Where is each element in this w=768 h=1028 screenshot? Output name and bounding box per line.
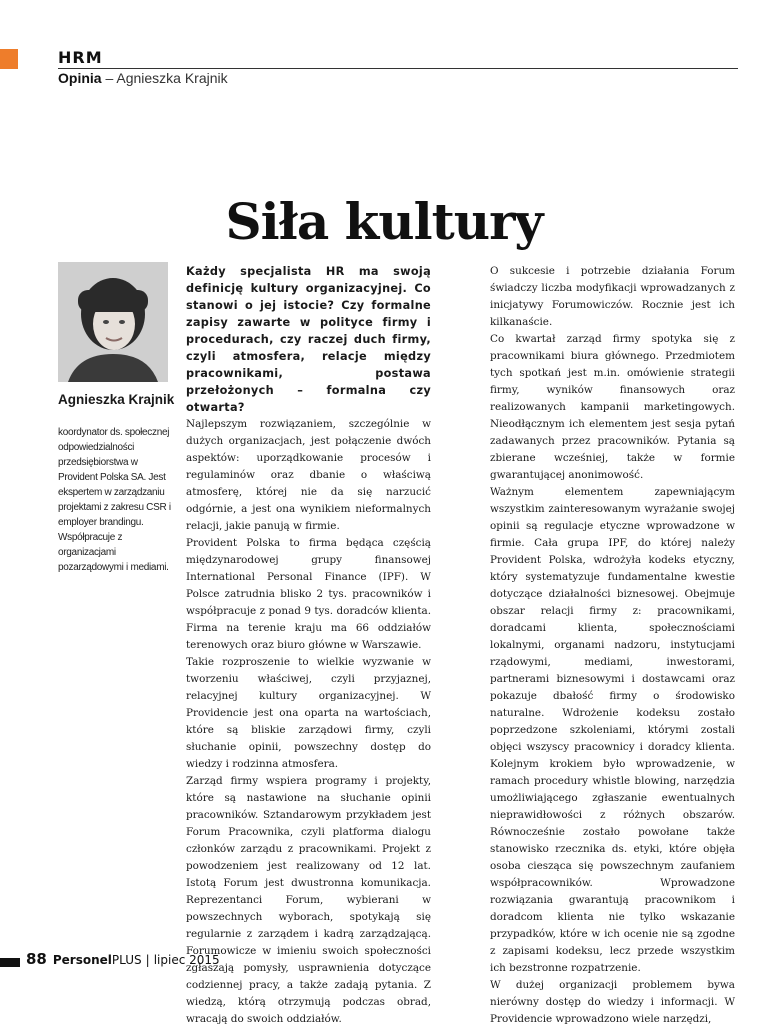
author-name: Agnieszka Krajnik — [58, 392, 175, 407]
paragraph: Provident Polska to firma będąca częścią międzynarodowej grupy finansowej International Personal Finance (IPF). W Polsce zatrudnia blisko 2 tys. pracowników i współpracuje z ponad 9 tys. doradców klienta. Firma na terenie kraju ma 66 oddziałów terenowych oraz biuro główne w Warszawie. — [186, 537, 431, 651]
issue-date: lipiec 2015 — [153, 953, 220, 967]
page-footer — [26, 950, 220, 968]
byline — [58, 70, 228, 86]
article-title: Siła kultury — [225, 191, 543, 251]
magazine-name-bold: Personel — [52, 953, 112, 967]
byline-separator: – — [101, 70, 117, 86]
paragraph: Takie rozproszenie to wielkie wyzwanie w tworzeniu właściwej, czyli przyjaznej, relacyjnej kultury organizacyjnej. W Providencie jest ona oparta na wartościach, które są bliskie zarządowi firmy, czyli słuchanie opinii, powszechny dostęp do wiedzy i rodzinna atmosfera. — [186, 656, 431, 770]
footer-bar — [0, 958, 20, 967]
author-bio: koordynator ds. społecznej odpowiedzialności przedsiębiorstwa w Provident Polska SA. Jest ekspertem w zarządzaniu projektami z zakresu CSR i employer brandingu. Współpracuje z organizacjami pozarządowymi i mediami. — [58, 427, 171, 573]
paragraph: Ważnym elementem zapewniającym wszystkim zainteresowanym wyrażanie swojej opinii są regulacje etyczne wprowadzone w firmie. Cała grupa IPF, do której należy Provident Polska, wdrożyła kodeks etyczny, który systematyzuje fundamentalne kwestie dotyczące działalności biznesowej. Obejmuje obszar relacji firmy z: pracownikami, doradcami klienta, społecznościami lokalnymi, organami nadzoru, instytucjami rządowymi, mediami, inwestorami, partnerami biznesowymi i dostawcami oraz pokazuje dbałość firmy o środowisko naturalne. Wdrożenie kodeksu zostało poprzedzone szkoleniami, którymi zostali objęci wszyscy pracownicy i doradcy klienta. Kolejnym krokiem było wprowadzenie, w ramach procedury whistle blowing, narzędzia umożliwiającego zgłaszanie ewentualnych nieprawidłowości z różnych obszarów. Równocześnie zostało powołane także stanowisko rzecznika ds. etyki, które objęła osoba ciesząca się powszechnym zaufaniem współpracowników. Wprowadzone rozwiązania gwarantują pracownikom i doradcom klienta nie tylko wskazanie przypadków, które w ich ocenie nie są zgodne z zapisami kodeksu, lecz przede wszystkim ich bezstronne rozpatrzenie. — [490, 486, 735, 974]
byline-label: Opinia — [58, 70, 102, 86]
article-lead: Każdy specjalista HR ma swoją definicję kultury organizacyjnej. Co stanowi o jej istocie? Czy formalne zapisy zawarte w polityce firmy i procedurach, czy raczej duch firmy, czyli atmosfera, relacje między pracownikami, postawa przełożonych – formalna czy otwarta? — [186, 265, 431, 414]
header-rule — [58, 68, 738, 69]
section-label: HRM — [58, 48, 103, 67]
author-photo — [58, 262, 168, 382]
paragraph: O sukcesie i potrzebie działania Forum świadczy liczba modyfikacji wprowadzanych z inicjatywy Forumowiczów. Rocznie jest ich kilkanaście. — [490, 265, 735, 328]
byline-author: Agnieszka Krajnik — [116, 70, 228, 86]
footer-separator: | — [145, 953, 150, 967]
paragraph: W dużej organizacji problemem bywa nierówny dostęp do wiedzy i informacji. W Providencie wprowadzono wiele narzędzi, — [490, 979, 735, 1025]
page-number: 88 — [26, 950, 47, 968]
paragraph: Zarząd firmy wspiera programy i projekty, które są nastawione na słuchanie opinii pracowników. Sztandarowym przykładem jest Forum Pracownika, czyli platforma dialogu członków zarządu z pracownikami. Projekt z powodzeniem jest realizowany od 12 lat. Istotą Forum jest dwustronna komunikacja. Reprezentanci Forum, wybierani w powszechnych wyborach, spotykają się regularnie z zarządem i kadrą zarządzającą. Forumowicze w imieniu swoich społeczności zgłaszają pomysły, usprawnienia dotyczące codziennej pracy, a także zadają pytania. Z wiedzą, którą otrzymują podczas obrad, wracają do swoich oddziałów. — [186, 775, 431, 1025]
paragraph: Najlepszym rozwiązaniem, szczególnie w dużych organizacjach, jest połączenie dwóch aspektów: uporządkowanie procesów i regulaminów oraz dbanie o właściwą atmosferę, której nie da się narzucić odgórnie, a jest ona wynikiem nieformalnych relacji, jakie panują w firmie. — [186, 418, 431, 532]
article-column-2 — [490, 263, 735, 1025]
header-accent-bar — [0, 49, 18, 69]
magazine-name-rest: PLUS — [111, 953, 142, 967]
paragraph: Co kwartał zarząd firmy spotyka się z pracownikami biura głównego. Przedmiotem tych spotkań jest m.in. omówienie strategii firmy, wyników finansowych oraz realizowanych kampanii marketingowych. Nieodłącznym ich elementem jest sesja pytań zadawanych przez pracowników. Pytania są zbierane wcześniej, także w formie gwarantującej anonimowość. — [490, 333, 735, 481]
